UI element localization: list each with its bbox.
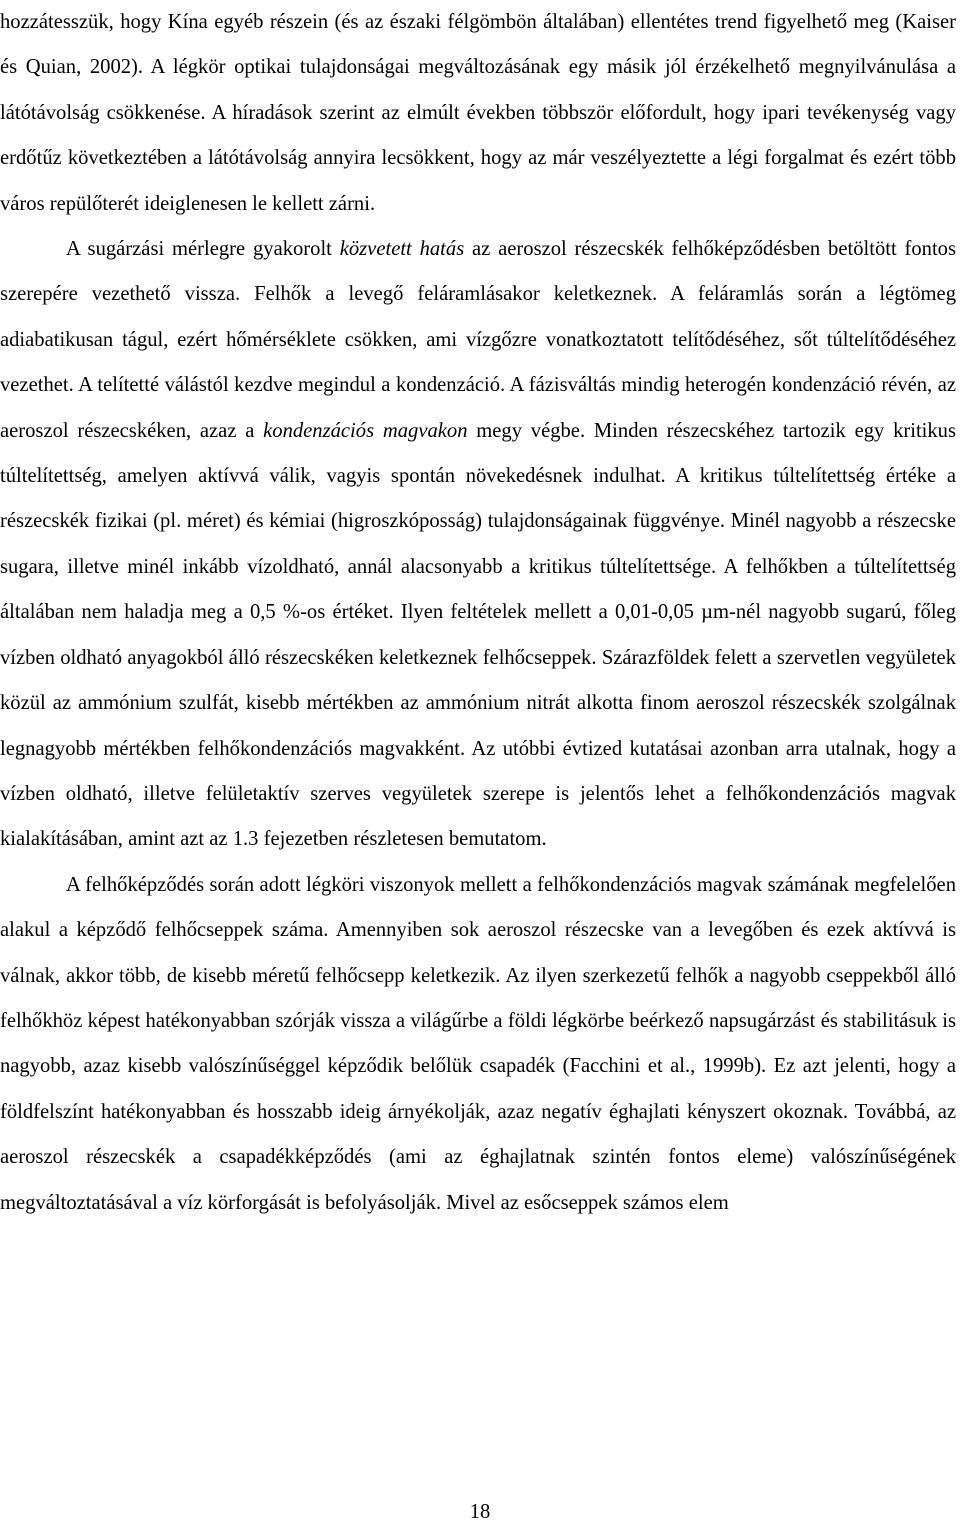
paragraph-p1 <box>0 0 956 227</box>
page-number: 18 <box>469 1501 491 1523</box>
paragraph-p2 <box>0 227 956 863</box>
paragraph-p3 <box>0 863 956 1226</box>
text-run: megy végbe. Minden részecskéhez tartozik egy kritikus túltelítettség, amelyen aktívvá válik, vagyis spontán növekedésnek indulhat. A kritikus túltelítettség értéke a részecskék fizikai (pl. méret) és kémiai (higroszkóposság) tulajdonságainak függvénye. Minél nagyobb a részecske sugara, illetve minél inkább vízoldható, annál alacsonyabb a kritikus túltelítettsége. A felhőkben a túltelítettség általában nem haladja meg a 0,5 %-os értéket. Ilyen feltételek mellett a 0,01-0,05 µm-nél nagyobb sugarú, főleg vízben oldható anyagokból álló részecskéken keletkeznek felhőcseppek. Szárazföldek felett a szervetlen vegyületek közül az ammónium szulfát, kisebb mértékben az ammónium nitrát alkotta finom aeroszol részecskék szolgálnak legnagyobb mértékben felhőkondenzációs magvakként. Az utóbbi évtized kutatásai azonban arra utalnak, hogy a vízben oldható, illetve felületaktív szerves vegyületek szerepe is jelentős lehet a felhőkondenzációs magvak kialakításában, amint azt az 1.3 fejezetben részletesen bemutatom. <box>0 419 956 851</box>
italic-term: közvetett hatás <box>339 238 465 261</box>
text-run: az aeroszol részecskék felhőképződésben betöltött fontos szerepére vezethető vissza. Felhők a levegő feláramlásakor keletkeznek. A feláramlás során a légtömeg adiabatikusan tágul, ezért hőmérséklete csökken, ami vízgőzre vonatkoztatott telítődéséhez, sőt túltelítődéséhez vezethet. A telítetté válástól kezdve megindul a kondenzáció. A fázisváltás mindig heterogén kondenzáció révén, az aeroszol részecskéken, azaz a <box>0 238 956 442</box>
text-run: hozzátesszük, hogy Kína egyéb részein (és az északi félgömbön általában) ellentétes trend figyelhető meg (Kaiser és Quian, 2002). A légkör optikai tulajdonságai megváltozásának egy másik jól érzékelhető megnyilvánulása a látótávolság csökkenése. A híradások szerint az elmúlt években többször előfordult, hogy ipari tevékenység vagy erdőtűz következtében a látótávolság annyira lecsökkent, hogy az már veszélyeztette a légi forgalmat és ezért több város repülőterét ideiglenesen le kellett zárni. <box>0 11 956 215</box>
italic-term: kondenzációs magvakon <box>263 419 468 442</box>
text-run: A sugárzási mérlegre gyakorolt <box>66 238 340 261</box>
text-run: A felhőképződés során adott légköri viszonyok mellett a felhőkondenzációs magvak számának megfelelően alakul a képződő felhőcseppek száma. Amennyiben sok aeroszol részecske van a levegőben és ezek aktívvá is válnak, akkor több, de kisebb méretű felhőcsepp keletkezik. Az ilyen szerkezetű felhők a nagyobb cseppekből álló felhőkhöz képest hatékonyabban szórják vissza a világűrbe a földi légkörbe beérkező napsugárzást és stabilitásuk is nagyobb, azaz kisebb valószínűséggel képződik belőlük csapadék (Facchini et al., 1999b). Ez azt jelenti, hogy a földfelszínt hatékonyabban és hosszabb ideig árnyékolják, azaz negatív éghajlati kényszert okoznak. Továbbá, az aeroszol részecskék a csapadékképződés (ami az éghajlatnak szintén fontos eleme) valószínűségének megváltoztatásával a víz körforgását is befolyásolják. Mivel az esőcseppek számos elem <box>0 873 956 1214</box>
